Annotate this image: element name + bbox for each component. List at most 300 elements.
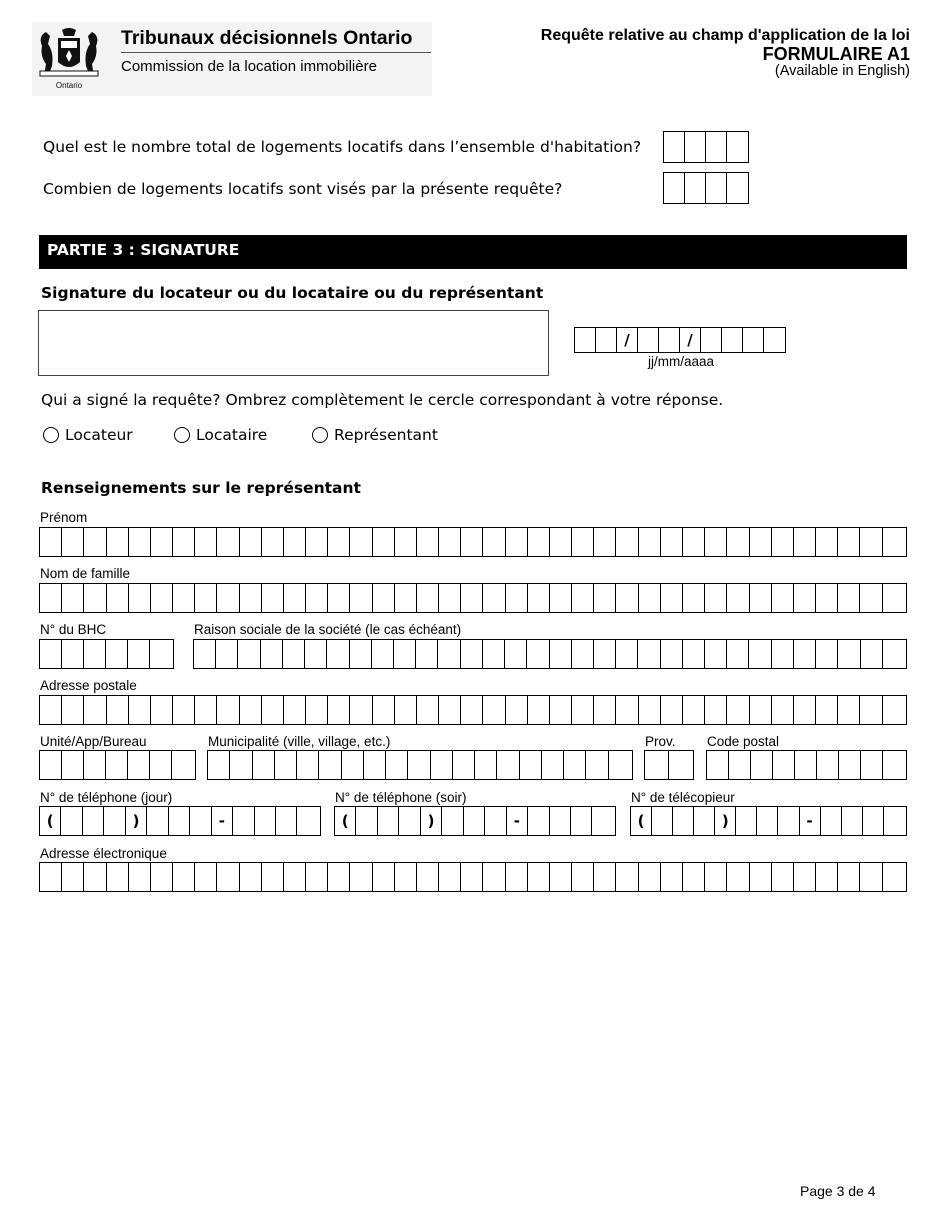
char-box[interactable]	[751, 751, 773, 779]
char-box[interactable]	[705, 584, 727, 612]
char-box[interactable]	[727, 584, 749, 612]
char-box[interactable]	[701, 328, 722, 352]
char-box[interactable]	[417, 696, 439, 724]
char-box[interactable]	[773, 751, 795, 779]
char-box[interactable]	[173, 863, 195, 891]
char-box[interactable]	[861, 640, 883, 668]
char-box[interactable]	[507, 807, 528, 835]
char-box[interactable]	[816, 696, 838, 724]
char-box[interactable]	[550, 528, 572, 556]
char-box[interactable]	[750, 863, 772, 891]
char-box[interactable]	[842, 807, 863, 835]
char-box[interactable]	[707, 751, 729, 779]
char-box[interactable]	[40, 696, 62, 724]
char-box[interactable]	[173, 584, 195, 612]
char-box[interactable]	[727, 640, 749, 668]
char-box[interactable]	[736, 807, 757, 835]
char-box[interactable]	[262, 528, 284, 556]
char-box[interactable]	[104, 807, 125, 835]
char-box[interactable]	[84, 640, 106, 668]
char-box[interactable]	[275, 751, 297, 779]
char-box[interactable]	[705, 696, 727, 724]
char-box[interactable]	[550, 863, 572, 891]
radio-circle-icon[interactable]	[174, 427, 190, 443]
char-box[interactable]	[685, 173, 706, 203]
char-box[interactable]	[528, 807, 549, 835]
char-box[interactable]	[884, 807, 905, 835]
char-box[interactable]	[306, 863, 328, 891]
char-box[interactable]	[550, 696, 572, 724]
char-box[interactable]	[520, 751, 542, 779]
char-box[interactable]	[727, 528, 749, 556]
char-box[interactable]	[253, 751, 275, 779]
char-box[interactable]	[453, 751, 475, 779]
char-box[interactable]	[794, 696, 816, 724]
char-box[interactable]	[680, 328, 701, 352]
char-box[interactable]	[40, 584, 62, 612]
char-box[interactable]	[240, 696, 262, 724]
char-box[interactable]	[328, 863, 350, 891]
char-box[interactable]	[572, 696, 594, 724]
char-box[interactable]	[350, 528, 372, 556]
char-box[interactable]	[572, 528, 594, 556]
char-box[interactable]	[262, 863, 284, 891]
char-box[interactable]	[306, 528, 328, 556]
char-box[interactable]	[284, 863, 306, 891]
char-box[interactable]	[639, 863, 661, 891]
char-box[interactable]	[594, 863, 616, 891]
char-box[interactable]	[542, 751, 564, 779]
char-box[interactable]	[107, 863, 129, 891]
char-box[interactable]	[240, 528, 262, 556]
char-box[interactable]	[772, 640, 794, 668]
char-box[interactable]	[506, 696, 528, 724]
char-box[interactable]	[217, 696, 239, 724]
char-box[interactable]	[594, 584, 616, 612]
char-box[interactable]	[262, 584, 284, 612]
char-box[interactable]	[417, 863, 439, 891]
char-box[interactable]	[461, 528, 483, 556]
char-box[interactable]	[596, 328, 617, 352]
char-box[interactable]	[683, 584, 705, 612]
char-box[interactable]	[395, 696, 417, 724]
char-box[interactable]	[757, 807, 778, 835]
char-box[interactable]	[750, 528, 772, 556]
char-box[interactable]	[61, 807, 82, 835]
char-box[interactable]	[305, 640, 327, 668]
unit-input[interactable]	[39, 750, 196, 780]
char-box[interactable]	[262, 696, 284, 724]
phone-day-input[interactable]	[39, 806, 321, 836]
char-box[interactable]	[194, 640, 216, 668]
char-box[interactable]	[84, 696, 106, 724]
char-box[interactable]	[350, 640, 372, 668]
char-box[interactable]	[150, 751, 172, 779]
char-box[interactable]	[173, 696, 195, 724]
char-box[interactable]	[715, 807, 736, 835]
char-box[interactable]	[169, 807, 190, 835]
char-box[interactable]	[586, 751, 608, 779]
char-box[interactable]	[506, 584, 528, 612]
phone-evening-input[interactable]	[334, 806, 616, 836]
char-box[interactable]	[528, 584, 550, 612]
char-box[interactable]	[594, 696, 616, 724]
char-box[interactable]	[255, 807, 276, 835]
char-box[interactable]	[772, 863, 794, 891]
char-box[interactable]	[527, 640, 549, 668]
char-box[interactable]	[240, 863, 262, 891]
char-box[interactable]	[729, 751, 751, 779]
char-box[interactable]	[838, 696, 860, 724]
char-box[interactable]	[283, 640, 305, 668]
char-box[interactable]	[195, 696, 217, 724]
char-box[interactable]	[727, 132, 748, 162]
char-box[interactable]	[439, 528, 461, 556]
char-box[interactable]	[129, 528, 151, 556]
char-box[interactable]	[706, 173, 727, 203]
char-box[interactable]	[594, 640, 616, 668]
char-box[interactable]	[550, 640, 572, 668]
char-box[interactable]	[373, 528, 395, 556]
char-box[interactable]	[661, 863, 683, 891]
char-box[interactable]	[151, 528, 173, 556]
char-box[interactable]	[230, 751, 252, 779]
char-box[interactable]	[592, 807, 613, 835]
company-name-input[interactable]	[193, 639, 907, 669]
first-name-input[interactable]	[39, 527, 907, 557]
char-box[interactable]	[328, 528, 350, 556]
signature-box[interactable]	[38, 310, 549, 376]
char-box[interactable]	[664, 173, 685, 203]
postal-code-input[interactable]	[706, 750, 907, 780]
char-box[interactable]	[794, 528, 816, 556]
province-input[interactable]	[644, 750, 694, 780]
char-box[interactable]	[217, 528, 239, 556]
char-box[interactable]	[661, 584, 683, 612]
char-box[interactable]	[883, 751, 905, 779]
char-box[interactable]	[694, 807, 715, 835]
char-box[interactable]	[571, 807, 592, 835]
char-box[interactable]	[795, 751, 817, 779]
char-box[interactable]	[528, 528, 550, 556]
char-box[interactable]	[128, 640, 150, 668]
char-box[interactable]	[284, 584, 306, 612]
char-box[interactable]	[883, 528, 905, 556]
char-box[interactable]	[764, 328, 785, 352]
char-box[interactable]	[816, 640, 838, 668]
char-box[interactable]	[328, 584, 350, 612]
char-box[interactable]	[284, 696, 306, 724]
char-box[interactable]	[386, 751, 408, 779]
char-box[interactable]	[705, 863, 727, 891]
char-box[interactable]	[40, 640, 62, 668]
char-box[interactable]	[564, 751, 586, 779]
char-box[interactable]	[129, 863, 151, 891]
char-box[interactable]	[727, 863, 749, 891]
char-box[interactable]	[439, 584, 461, 612]
char-box[interactable]	[550, 584, 572, 612]
municipality-input[interactable]	[207, 750, 633, 780]
char-box[interactable]	[661, 528, 683, 556]
char-box[interactable]	[350, 863, 372, 891]
char-box[interactable]	[40, 807, 61, 835]
mailing-address-input[interactable]	[39, 695, 907, 725]
char-box[interactable]	[883, 584, 905, 612]
char-box[interactable]	[372, 640, 394, 668]
char-box[interactable]	[438, 640, 460, 668]
char-box[interactable]	[661, 640, 683, 668]
char-box[interactable]	[342, 751, 364, 779]
char-box[interactable]	[572, 584, 594, 612]
char-box[interactable]	[639, 584, 661, 612]
char-box[interactable]	[129, 584, 151, 612]
char-box[interactable]	[62, 751, 84, 779]
char-box[interactable]	[483, 696, 505, 724]
char-box[interactable]	[297, 751, 319, 779]
char-box[interactable]	[464, 807, 485, 835]
char-box[interactable]	[399, 807, 420, 835]
char-box[interactable]	[883, 863, 905, 891]
char-box[interactable]	[749, 640, 771, 668]
char-box[interactable]	[638, 328, 659, 352]
char-box[interactable]	[261, 640, 283, 668]
char-box[interactable]	[550, 807, 571, 835]
char-box[interactable]	[616, 528, 638, 556]
char-box[interactable]	[395, 528, 417, 556]
email-input[interactable]	[39, 862, 907, 892]
char-box[interactable]	[664, 132, 685, 162]
char-box[interactable]	[800, 807, 821, 835]
last-name-input[interactable]	[39, 583, 907, 613]
char-box[interactable]	[860, 528, 882, 556]
char-box[interactable]	[238, 640, 260, 668]
char-box[interactable]	[863, 807, 884, 835]
char-box[interactable]	[705, 640, 727, 668]
char-box[interactable]	[485, 807, 506, 835]
char-box[interactable]	[395, 584, 417, 612]
char-box[interactable]	[483, 584, 505, 612]
char-box[interactable]	[883, 640, 905, 668]
char-box[interactable]	[816, 863, 838, 891]
char-box[interactable]	[151, 863, 173, 891]
char-box[interactable]	[84, 528, 106, 556]
char-box[interactable]	[106, 751, 128, 779]
char-box[interactable]	[727, 696, 749, 724]
char-box[interactable]	[151, 584, 173, 612]
char-box[interactable]	[631, 807, 652, 835]
char-box[interactable]	[328, 696, 350, 724]
char-box[interactable]	[645, 751, 669, 779]
char-box[interactable]	[652, 807, 673, 835]
char-box[interactable]	[373, 584, 395, 612]
char-box[interactable]	[240, 584, 262, 612]
char-box[interactable]	[659, 328, 680, 352]
char-box[interactable]	[722, 328, 743, 352]
char-box[interactable]	[506, 528, 528, 556]
char-box[interactable]	[421, 807, 442, 835]
char-box[interactable]	[129, 696, 151, 724]
char-box[interactable]	[40, 863, 62, 891]
char-box[interactable]	[356, 807, 377, 835]
char-box[interactable]	[128, 751, 150, 779]
char-box[interactable]	[151, 696, 173, 724]
char-box[interactable]	[394, 640, 416, 668]
char-box[interactable]	[860, 584, 882, 612]
char-box[interactable]	[860, 863, 882, 891]
char-box[interactable]	[669, 751, 693, 779]
char-box[interactable]	[750, 584, 772, 612]
char-box[interactable]	[528, 696, 550, 724]
char-box[interactable]	[838, 528, 860, 556]
char-box[interactable]	[572, 640, 594, 668]
signature-date-input[interactable]	[574, 327, 786, 353]
char-box[interactable]	[150, 640, 172, 668]
char-box[interactable]	[794, 584, 816, 612]
char-box[interactable]	[83, 807, 104, 835]
char-box[interactable]	[838, 863, 860, 891]
char-box[interactable]	[107, 584, 129, 612]
char-box[interactable]	[616, 696, 638, 724]
radio-tenant[interactable]	[174, 426, 267, 444]
char-box[interactable]	[838, 584, 860, 612]
char-box[interactable]	[297, 807, 318, 835]
char-box[interactable]	[373, 863, 395, 891]
fax-input[interactable]	[630, 806, 907, 836]
char-box[interactable]	[616, 584, 638, 612]
char-box[interactable]	[572, 863, 594, 891]
char-box[interactable]	[212, 807, 233, 835]
char-box[interactable]	[705, 528, 727, 556]
char-box[interactable]	[706, 132, 727, 162]
char-box[interactable]	[233, 807, 254, 835]
char-box[interactable]	[861, 751, 883, 779]
char-box[interactable]	[816, 584, 838, 612]
char-box[interactable]	[772, 584, 794, 612]
char-box[interactable]	[772, 696, 794, 724]
char-box[interactable]	[373, 696, 395, 724]
char-box[interactable]	[839, 751, 861, 779]
char-box[interactable]	[190, 807, 211, 835]
char-box[interactable]	[639, 696, 661, 724]
char-box[interactable]	[743, 328, 764, 352]
char-box[interactable]	[395, 863, 417, 891]
char-box[interactable]	[794, 640, 816, 668]
char-box[interactable]	[306, 584, 328, 612]
char-box[interactable]	[40, 751, 62, 779]
char-box[interactable]	[497, 751, 519, 779]
char-box[interactable]	[335, 807, 356, 835]
lso-number-input[interactable]	[39, 639, 174, 669]
char-box[interactable]	[673, 807, 694, 835]
char-box[interactable]	[750, 696, 772, 724]
char-box[interactable]	[883, 696, 905, 724]
char-box[interactable]	[617, 328, 638, 352]
char-box[interactable]	[84, 584, 106, 612]
char-box[interactable]	[172, 751, 194, 779]
char-box[interactable]	[126, 807, 147, 835]
char-box[interactable]	[40, 528, 62, 556]
char-box[interactable]	[195, 584, 217, 612]
char-box[interactable]	[506, 863, 528, 891]
char-box[interactable]	[683, 863, 705, 891]
char-box[interactable]	[62, 528, 84, 556]
char-box[interactable]	[439, 696, 461, 724]
char-box[interactable]	[483, 863, 505, 891]
char-box[interactable]	[860, 696, 882, 724]
char-box[interactable]	[683, 640, 705, 668]
char-box[interactable]	[408, 751, 430, 779]
total-units-input[interactable]	[663, 131, 749, 163]
char-box[interactable]	[461, 696, 483, 724]
char-box[interactable]	[84, 863, 106, 891]
char-box[interactable]	[417, 528, 439, 556]
char-box[interactable]	[821, 807, 842, 835]
char-box[interactable]	[661, 696, 683, 724]
radio-circle-icon[interactable]	[43, 427, 59, 443]
char-box[interactable]	[594, 528, 616, 556]
char-box[interactable]	[461, 584, 483, 612]
char-box[interactable]	[107, 696, 129, 724]
char-box[interactable]	[195, 528, 217, 556]
char-box[interactable]	[778, 807, 799, 835]
char-box[interactable]	[62, 640, 84, 668]
char-box[interactable]	[416, 640, 438, 668]
char-box[interactable]	[350, 584, 372, 612]
char-box[interactable]	[609, 751, 631, 779]
char-box[interactable]	[727, 173, 748, 203]
char-box[interactable]	[62, 584, 84, 612]
char-box[interactable]	[107, 528, 129, 556]
char-box[interactable]	[216, 640, 238, 668]
char-box[interactable]	[616, 640, 638, 668]
char-box[interactable]	[439, 863, 461, 891]
char-box[interactable]	[442, 807, 463, 835]
char-box[interactable]	[461, 863, 483, 891]
char-box[interactable]	[350, 696, 372, 724]
radio-circle-icon[interactable]	[312, 427, 328, 443]
char-box[interactable]	[106, 640, 128, 668]
char-box[interactable]	[575, 328, 596, 352]
char-box[interactable]	[306, 696, 328, 724]
char-box[interactable]	[483, 528, 505, 556]
char-box[interactable]	[62, 696, 84, 724]
radio-representative[interactable]	[312, 426, 438, 444]
char-box[interactable]	[147, 807, 168, 835]
char-box[interactable]	[364, 751, 386, 779]
char-box[interactable]	[638, 640, 660, 668]
char-box[interactable]	[461, 640, 483, 668]
char-box[interactable]	[616, 863, 638, 891]
units-in-application-input[interactable]	[663, 172, 749, 204]
char-box[interactable]	[683, 528, 705, 556]
char-box[interactable]	[62, 863, 84, 891]
char-box[interactable]	[84, 751, 106, 779]
char-box[interactable]	[417, 584, 439, 612]
char-box[interactable]	[505, 640, 527, 668]
char-box[interactable]	[816, 528, 838, 556]
char-box[interactable]	[276, 807, 297, 835]
char-box[interactable]	[378, 807, 399, 835]
char-box[interactable]	[639, 528, 661, 556]
char-box[interactable]	[327, 640, 349, 668]
char-box[interactable]	[208, 751, 230, 779]
char-box[interactable]	[772, 528, 794, 556]
radio-landlord[interactable]	[43, 426, 133, 444]
char-box[interactable]	[483, 640, 505, 668]
char-box[interactable]	[685, 132, 706, 162]
char-box[interactable]	[284, 528, 306, 556]
char-box[interactable]	[528, 863, 550, 891]
